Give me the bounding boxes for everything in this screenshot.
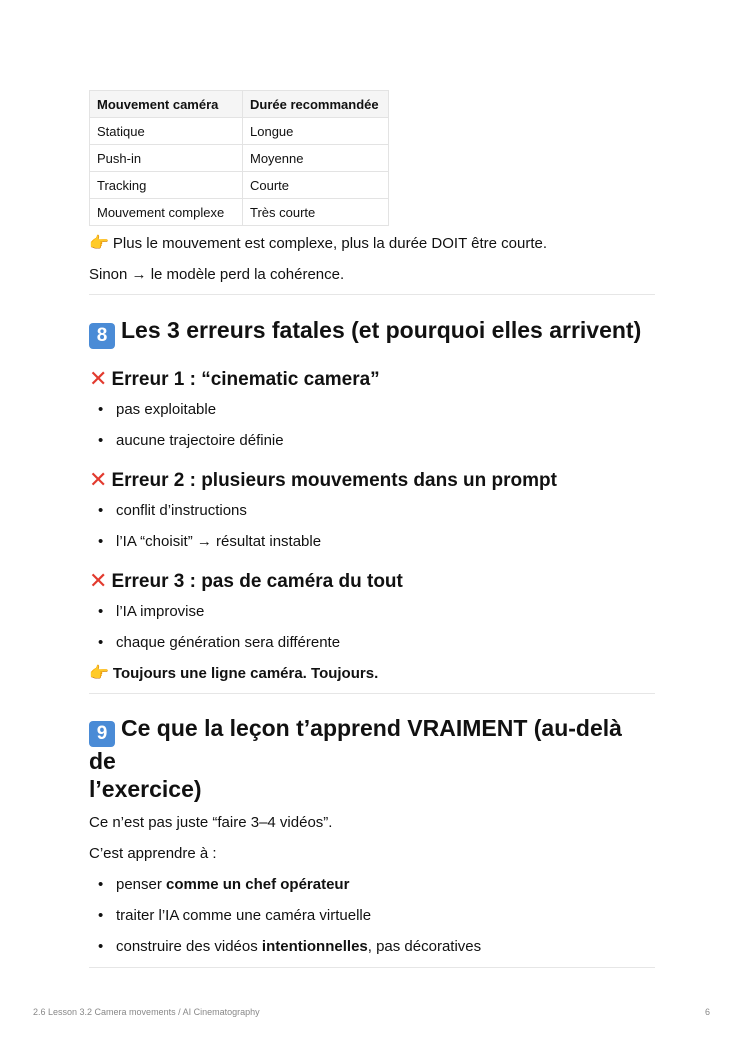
section-8-title: Les 3 erreurs fatales (et pourquoi elles arrivent): [121, 317, 642, 343]
pointing-hand-icon: 👉: [89, 235, 109, 252]
table-header-row: [90, 91, 389, 118]
cross-mark-icon: ✕: [89, 366, 108, 391]
duration-table: [89, 90, 389, 226]
divider: [89, 693, 655, 694]
list-item: [89, 937, 655, 957]
list-item: • pas exploitable: [89, 400, 655, 420]
error-1-heading: [89, 367, 655, 392]
list-item-text: penser: [116, 876, 167, 893]
page-content: [89, 90, 655, 968]
list-item: • l’IA improvise: [89, 602, 655, 622]
section-9-title-line1: Ce que la leçon t’apprend VRAIMENT (au-delà de: [89, 715, 622, 774]
table-cell: Statique: [90, 118, 243, 145]
table-header-cell: Durée recommandée: [243, 91, 389, 118]
footer-title: 2.6 Lesson 3.2 Camera movements / AI Cinematography: [33, 1007, 260, 1017]
list-item: [89, 875, 655, 895]
table-header-cell: Mouvement caméra: [90, 91, 243, 118]
note-complexity: [89, 234, 655, 254]
keycap-8-icon: 8: [89, 323, 115, 349]
section-9-list: [89, 875, 655, 957]
table-cell: Très courte: [243, 199, 389, 226]
keycap-9-icon: 9: [89, 721, 115, 747]
error-1-title: Erreur 1 : “cinematic camera”: [111, 369, 380, 390]
list-item: • chaque génération sera différente: [89, 633, 655, 653]
page-number: 6: [705, 1007, 711, 1017]
table-row: [90, 199, 389, 226]
table-cell: Moyenne: [243, 145, 389, 172]
section-8-heading: [89, 316, 655, 349]
section-8-conclusion: [89, 664, 655, 684]
table-cell: Push-in: [90, 145, 243, 172]
divider: [89, 294, 655, 295]
divider: [89, 967, 655, 968]
cross-mark-icon: ✕: [89, 467, 108, 492]
table-cell: Longue: [243, 118, 389, 145]
error-3-heading: [89, 569, 655, 594]
table-row: [90, 118, 389, 145]
section-9-title-line2: l’exercice): [89, 776, 202, 802]
table-row: [90, 172, 389, 199]
pointing-hand-icon: 👉: [89, 665, 109, 682]
error-1-list: [89, 400, 655, 451]
cross-mark-icon: ✕: [89, 568, 108, 593]
list-item-bold: comme un chef opérateur: [166, 876, 350, 893]
table-cell: Courte: [243, 172, 389, 199]
conclusion-text: Toujours une ligne caméra. Toujours.: [112, 665, 379, 682]
section-9-paragraph-1: Ce n’est pas juste “faire 3–4 vidéos”.: [89, 814, 333, 831]
error-2-list: [89, 501, 655, 552]
error-2-heading: [89, 468, 655, 493]
list-item: • aucune trajectoire définie: [89, 431, 655, 451]
section-9-heading: [89, 714, 655, 803]
section-9-paragraph-2: C’est apprendre à :: [89, 845, 217, 862]
list-item-bold: intentionnelles: [261, 938, 368, 955]
table-row: [90, 145, 389, 172]
error-3-list: [89, 602, 655, 653]
list-item: • l’IA “choisit” → résultat instable: [89, 532, 655, 552]
list-item: • conflit d’instructions: [89, 501, 655, 521]
note-coherence: Sinon → le modèle perd la cohérence.: [89, 266, 345, 283]
error-2-title: Erreur 2 : plusieurs mouvements dans un prompt: [111, 470, 557, 491]
table-cell: Mouvement complexe: [90, 199, 243, 226]
error-3-title: Erreur 3 : pas de caméra du tout: [111, 571, 403, 592]
list-item: [89, 906, 655, 926]
list-item-text-tail: , pas décoratives: [367, 938, 482, 955]
table-cell: Tracking: [90, 172, 243, 199]
note-complexity-text: Plus le mouvement est complexe, plus la durée DOIT être courte.: [112, 235, 548, 252]
list-item-text: construire des vidéos: [116, 938, 262, 955]
list-item-text: traiter l’IA comme une caméra virtuelle: [116, 907, 372, 924]
